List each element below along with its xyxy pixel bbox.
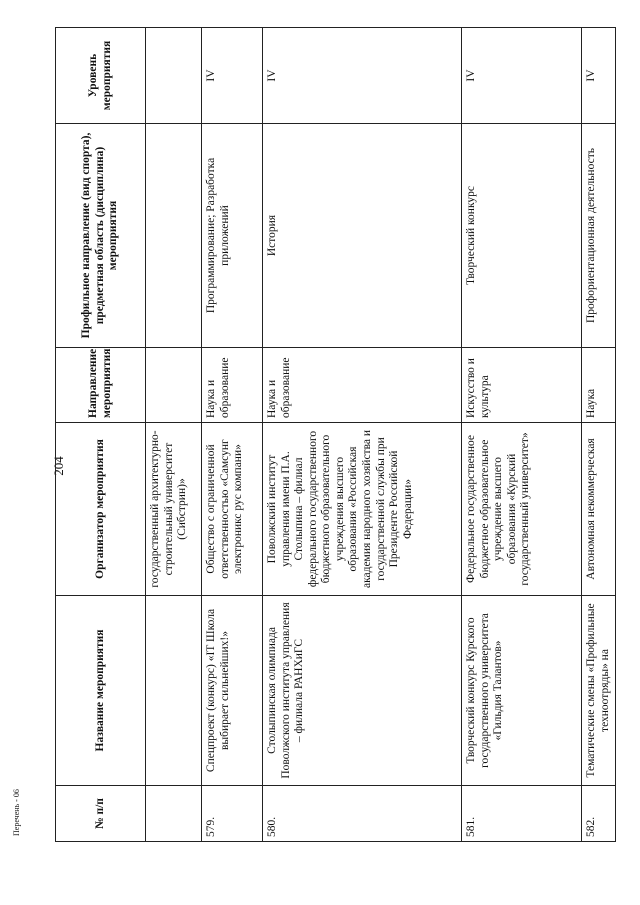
event-organizer: Федеральное государственное бюджетное образовательное учреждение высшего образования «Курский государственный университет» [462, 423, 582, 596]
event-name: Тематические смены «Профильные техноотряды» на [582, 596, 616, 786]
event-name: Столыпинская олимпиада Поволжского института управления – филиала РАНХиГС [263, 596, 462, 786]
event-profile: Творческий конкурс [462, 124, 582, 348]
footer-document-code: Перечень - 06 [12, 789, 21, 836]
row-number: 579. [202, 786, 263, 842]
table-header-row [56, 28, 146, 842]
event-organizer: Поволжский институт управления имени П.А. Столыпина – филиал федерального государственного бюджетного образовательного учреждения высшего образования «Российская академия народного хозяйства и государственной службы при Президенте Российской Федерации» [263, 423, 462, 596]
event-level: IV [462, 28, 582, 124]
event-name: Спецпроект (конкурс) «IT Школа выбирает сильнейших!» [202, 596, 263, 786]
event-profile: История [263, 124, 462, 348]
header-event-name: Название мероприятия [56, 596, 146, 786]
event-organizer: Автономная некоммерческая [582, 423, 616, 596]
event-profile [146, 124, 202, 348]
event-name [146, 596, 202, 786]
event-direction: Наука и образование [202, 348, 263, 423]
header-level: Уровень мероприятия [56, 28, 146, 124]
events-table [55, 27, 616, 842]
header-organizer: Организатор мероприятия [56, 423, 146, 596]
event-name: Творческий конкурс Курского государственного университета «Гильдия Талантов» [462, 596, 582, 786]
row-number [146, 786, 202, 842]
table-row [462, 28, 582, 842]
row-number: 580. [263, 786, 462, 842]
event-level: IV [202, 28, 263, 124]
row-number: 581. [462, 786, 582, 842]
event-direction: Искусство и культура [462, 348, 582, 423]
table-row [146, 28, 202, 842]
event-level: IV [263, 28, 462, 124]
event-direction: Наука и образование [263, 348, 462, 423]
event-level [146, 28, 202, 124]
table-row [202, 28, 263, 842]
header-profile: Профильное направление (вид спорта), предметная область (дисциплина) мероприятия [56, 124, 146, 348]
event-organizer: Общество с ограниченной ответственностью «Самсунг электроникс рус компани» [202, 423, 263, 596]
event-organizer: государственный архитектурно-строительный университет (Сибстрин)» [146, 423, 202, 596]
event-profile: Профориентационная деятельность [582, 124, 616, 348]
event-profile: Программирование; Разработка приложений [202, 124, 263, 348]
row-number: 582. [582, 786, 616, 842]
event-direction: Наука [582, 348, 616, 423]
event-direction [146, 348, 202, 423]
table-row [263, 28, 462, 842]
page-number: 204 [51, 456, 66, 476]
table-row [582, 28, 616, 842]
header-number: № п/п [56, 786, 146, 842]
event-level: IV [582, 28, 616, 124]
events-table-container [55, 28, 611, 842]
header-direction: Направление мероприятия [56, 348, 146, 423]
